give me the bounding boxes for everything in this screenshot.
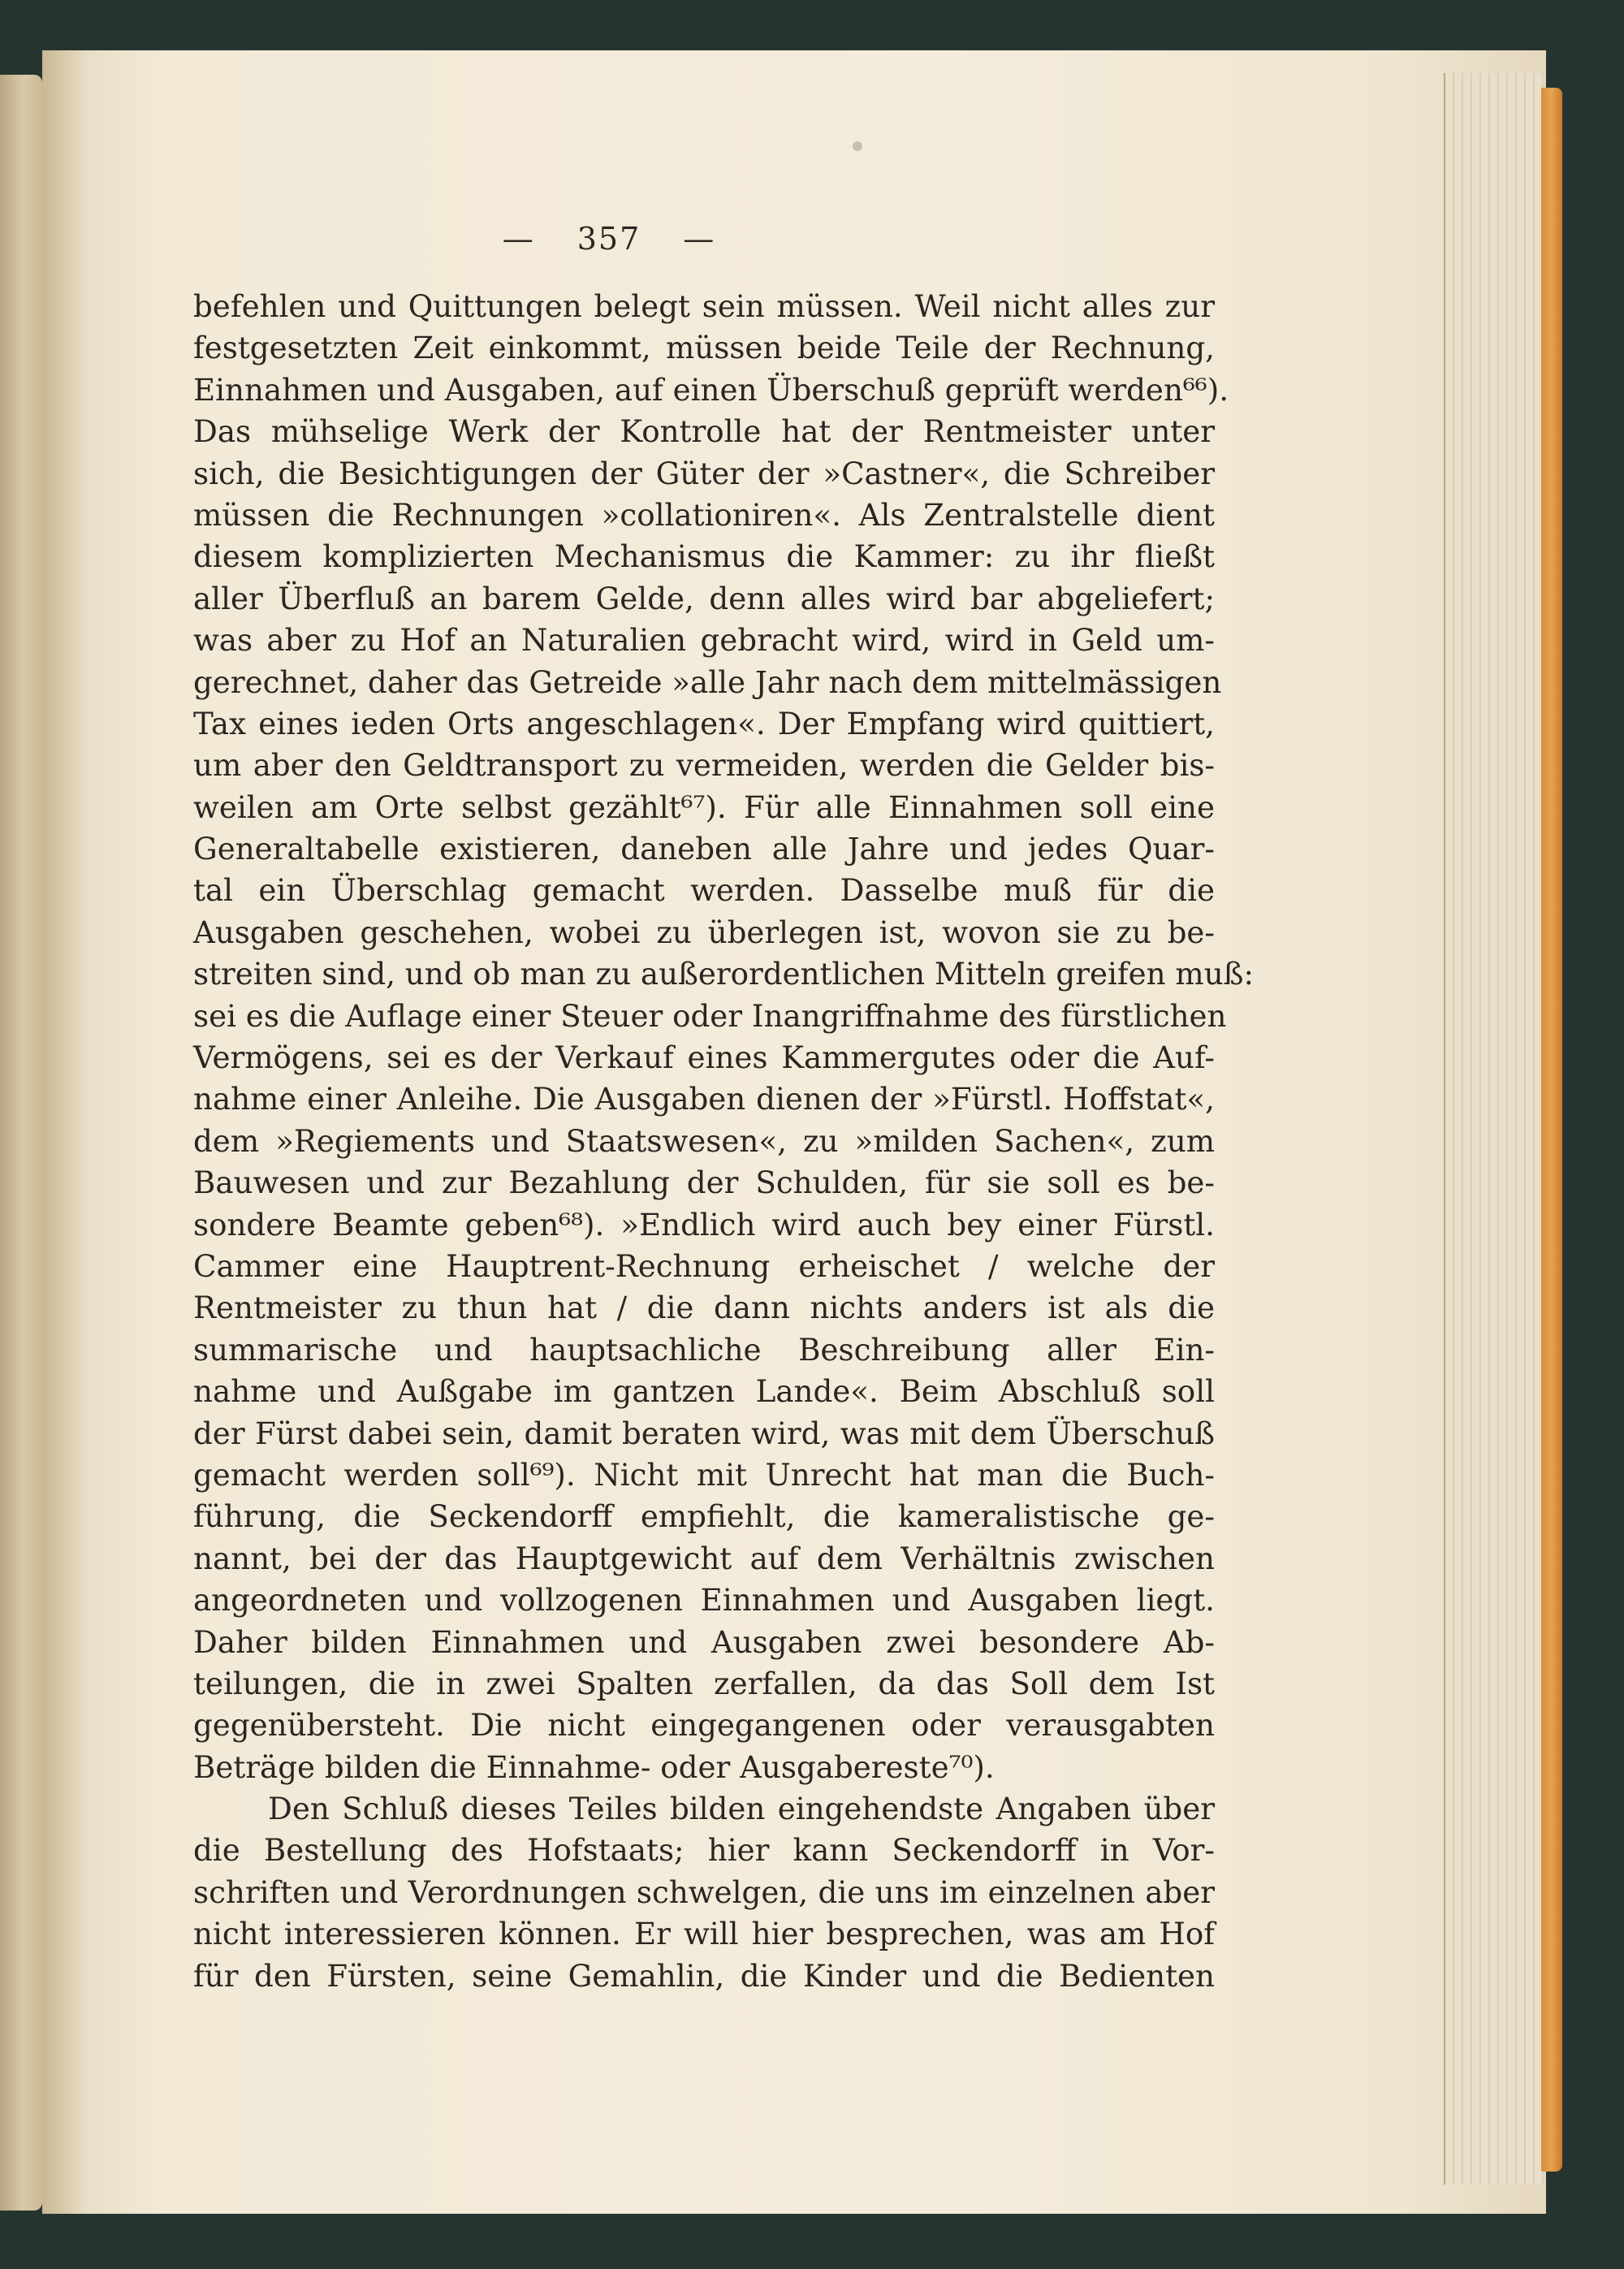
text-line: nahme einer Anleihe. Die Ausgaben dienen der »Fürstl. Hoffstat«, xyxy=(193,1081,1215,1117)
header-dash-right: — xyxy=(683,221,716,257)
text-line: müssen die Rechnungen »collationiren«. Als Zentralstelle dient xyxy=(193,496,1215,533)
book-cover-edge xyxy=(1541,88,1562,2172)
text-line: führung, die Seckendorff empfiehlt, die kameralistische ge- xyxy=(193,1498,1215,1535)
text-line: nannt, bei der das Hauptgewicht auf dem Verhältnis zwischen xyxy=(193,1540,1215,1576)
text-line: um aber den Geldtransport zu vermeiden, werden die Gelder bis- xyxy=(193,747,1215,784)
text-line: streiten sind, und ob man zu außerordentlichen Mitteln greifen muß: xyxy=(193,956,1255,992)
text-line: nahme und Außgabe im gantzen Lande«. Beim Abschluß soll xyxy=(193,1373,1215,1410)
text-line: für den Fürsten, seine Gemahlin, die Kinder und die Bedienten xyxy=(193,1957,1215,1994)
text-line: nicht interessieren können. Er will hier besprechen, was am Hof xyxy=(193,1916,1215,1952)
paper-spot xyxy=(853,141,862,151)
text-line: was aber zu Hof an Naturalien gebracht wird, wird in Geld um- xyxy=(193,622,1215,659)
text-line: Tax eines ieden Orts angeschlagen«. Der Empfang wird quittiert, xyxy=(193,705,1215,741)
paragraph-start-line: Den Schluß dieses Teiles bilden eingehendste Angaben über xyxy=(268,1791,1215,1827)
text-line: teilungen, die in zwei Spalten zerfallen, da das Soll dem Ist xyxy=(193,1665,1215,1701)
text-line: angeordneten und vollzogenen Einnahmen und Ausgaben liegt. xyxy=(193,1582,1215,1619)
text-line: Einnahmen und Ausgaben, auf einen Überschuß geprüft werden⁶⁶). xyxy=(193,371,1229,408)
text-line: Generaltabelle existieren, daneben alle Jahre und jedes Quar- xyxy=(193,831,1215,867)
page-header xyxy=(0,221,1624,257)
text-line: Rentmeister zu thun hat / die dann nichts anders ist als die xyxy=(193,1290,1215,1326)
text-line: befehlen und Quittungen belegt sein müssen. Weil nicht alles zur xyxy=(193,288,1215,324)
text-line: gemacht werden soll⁶⁹). Nicht mit Unrecht hat man die Buch- xyxy=(193,1456,1215,1493)
text-line: schriften und Verordnungen schwelgen, die uns im einzelnen aber xyxy=(193,1874,1215,1910)
header-dash-left: — xyxy=(502,221,535,257)
text-line: Das mühselige Werk der Kontrolle hat der Rentmeister unter xyxy=(193,413,1215,450)
text-line: Vermögens, sei es der Verkauf eines Kammergutes oder die Auf- xyxy=(193,1039,1215,1076)
text-line: tal ein Überschlag gemacht werden. Dasselbe muß für die xyxy=(193,872,1215,909)
text-line: die Bestellung des Hofstaats; hier kann Seckendorff in Vor- xyxy=(193,1832,1215,1869)
text-line: Ausgaben geschehen, wobei zu überlegen ist, wovon sie zu be- xyxy=(193,914,1215,950)
text-line: sich, die Besichtigungen der Güter der »Castner«, die Schreiber xyxy=(193,455,1215,491)
text-line: festgesetzten Zeit einkommt, müssen beide Teile der Rechnung, xyxy=(193,330,1215,366)
text-line: gegenübersteht. Die nicht eingegangenen oder verausgabten xyxy=(193,1707,1215,1744)
text-line: der Fürst dabei sein, damit beraten wird, was mit dem Überschuß xyxy=(193,1415,1215,1451)
text-line: Daher bilden Einnahmen und Ausgaben zwei besondere Ab- xyxy=(193,1623,1215,1660)
page-number: 357 xyxy=(577,221,641,257)
facing-page-edge xyxy=(0,75,42,2211)
text-line: aller Überfluß an barem Gelde, denn alles wird bar abgeliefert; xyxy=(193,580,1215,616)
body-text xyxy=(193,286,1255,1997)
text-line: diesem komplizierten Mechanismus die Kammer: zu ihr fließt xyxy=(193,538,1215,575)
page-stack-edge xyxy=(1444,73,1543,2185)
paragraph-end-line: Beträge bilden die Einnahme- oder Ausgabereste⁷⁰). xyxy=(193,1748,995,1785)
text-line: Bauwesen und zur Bezahlung der Schulden, für sie soll es be- xyxy=(193,1165,1215,1201)
text-line: weilen am Orte selbst gezählt⁶⁷). Für alle Einnahmen soll eine xyxy=(193,789,1215,825)
text-line: dem »Regiements und Staatswesen«, zu »milden Sachen«, zum xyxy=(193,1122,1215,1159)
text-line: sondere Beamte geben⁶⁸). »Endlich wird auch bey einer Fürstl. xyxy=(193,1206,1215,1243)
text-line: summarische und hauptsachliche Beschreibung aller Ein- xyxy=(193,1331,1215,1368)
text-line: gerechnet, daher das Getreide »alle Jahr nach dem mittelmässigen xyxy=(193,663,1222,700)
text-line: sei es die Auflage einer Steuer oder Inangriffnahme des fürstlichen xyxy=(193,997,1227,1034)
text-line: Cammer eine Hauptrent-Rechnung erheischet / welche der xyxy=(193,1247,1215,1284)
